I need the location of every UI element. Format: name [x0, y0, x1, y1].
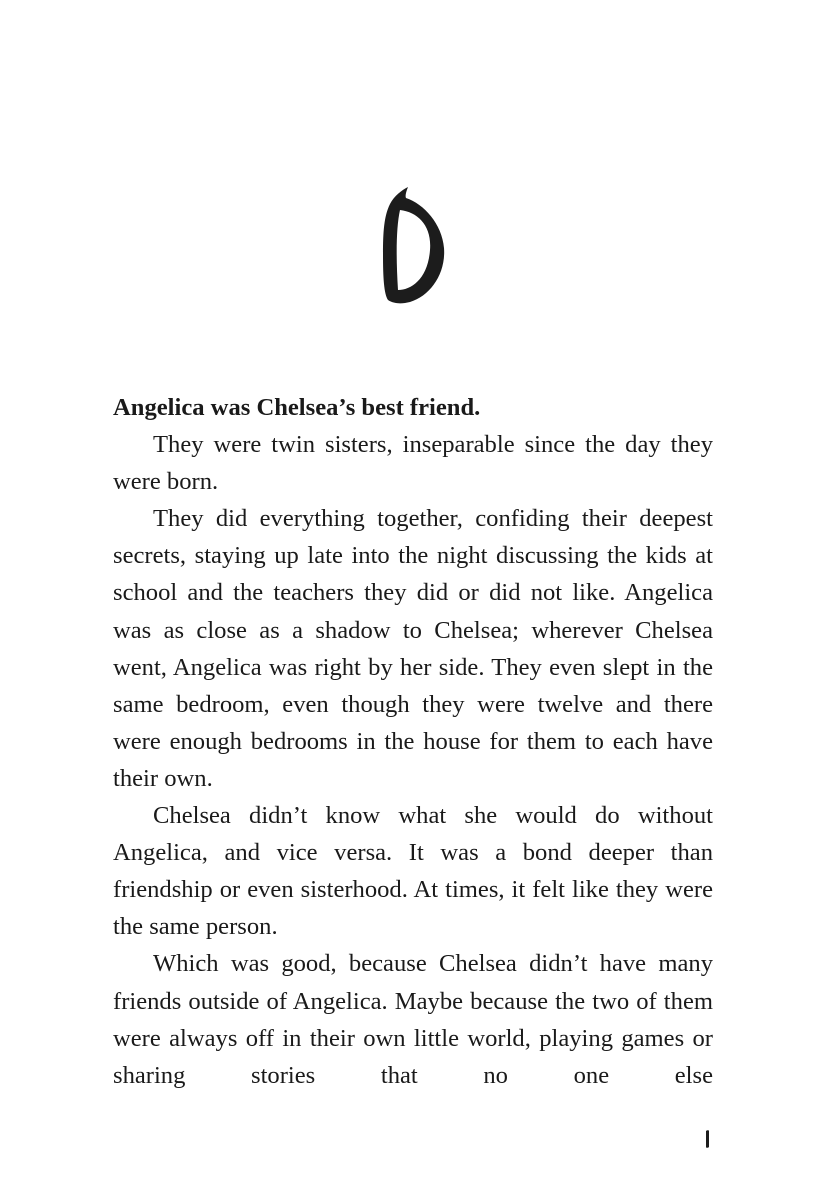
page-number-glyph: [705, 1130, 710, 1148]
opening-line: Angelica was Chelsea’s best friend.: [113, 394, 481, 421]
paragraph: Which was good, because Chelsea didn’t have many friends outside of Angelica. Maybe because the two of them were always off in their own little world, playing games or sharing stories that no one else: [113, 950, 713, 1089]
body-text: [113, 389, 713, 1094]
paragraph: Chelsea didn’t know what she would do without Angelica, and vice versa. It was a bond deeper than friendship or even sisterhood. At times, it felt like they were the same person.: [113, 802, 713, 941]
chapter-number-glyph: [372, 182, 452, 307]
paragraph: They did everything together, confiding their deepest secrets, staying up late into the night discussing the kids at school and the teachers they did or did not like. Angelica was as close as a shadow to Chelsea; wherever Chelsea went, Angelica was right by her side. They even slept in the same bedroom, even though they were twelve and there were enough bedrooms in the house for them to each have their own.: [113, 505, 713, 792]
paragraph: They were twin sisters, inseparable since the day they were born.: [113, 431, 713, 496]
